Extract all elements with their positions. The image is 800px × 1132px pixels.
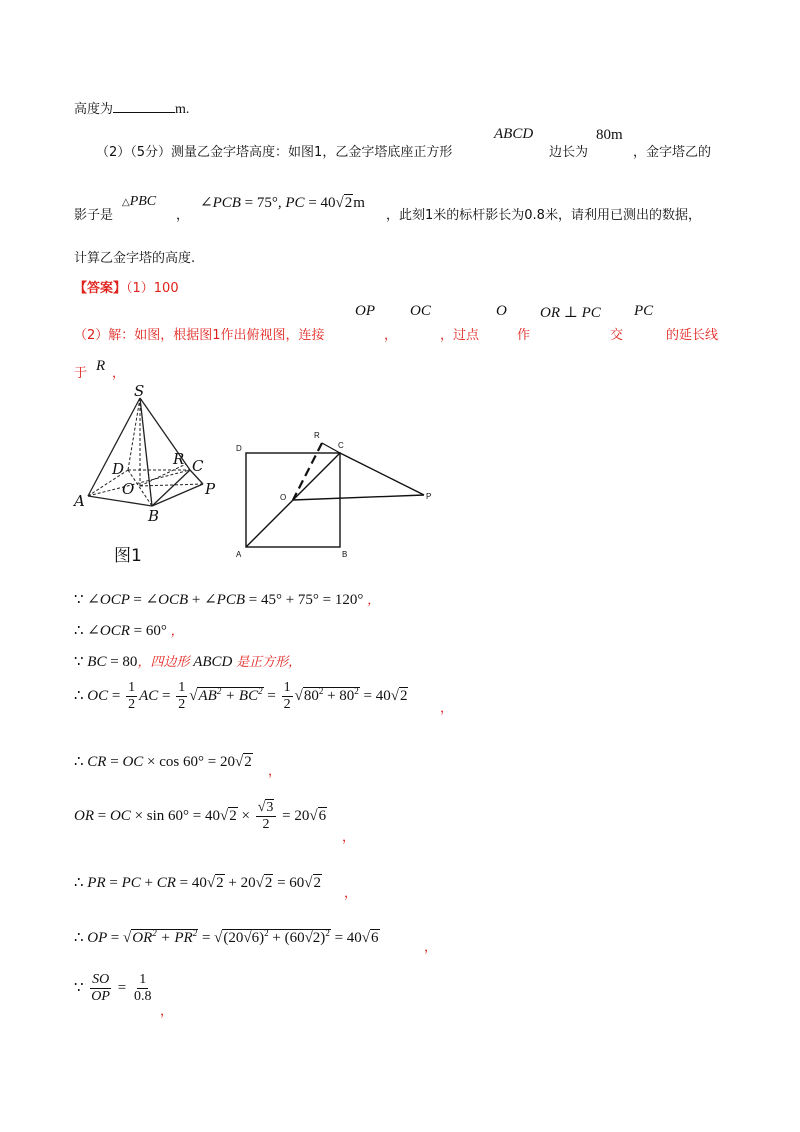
figure-1-caption: 图1 [114, 546, 142, 566]
label-c: C [338, 441, 344, 450]
math-abcd: ABCD [494, 126, 534, 142]
punct: ， [384, 328, 398, 343]
math-op: OP [355, 303, 375, 319]
question-text: ，金字塔乙的 [633, 145, 712, 160]
math-or-perp-pc: OR ⊥ PC [540, 305, 601, 321]
eq-cr: ∴ CR = OC × cos 60° = 20√2 [74, 754, 252, 770]
solution-text: 交 [610, 328, 624, 343]
label-c: C [192, 457, 204, 475]
question-text: 计算乙金字塔的高度. [74, 251, 196, 266]
punct: ， [424, 940, 438, 955]
solution-text: （2）解：如图，根据图1作出俯视图，连接 [74, 328, 325, 343]
question-text: （2）（5分）测量乙金字塔高度：如图1，乙金字塔底座正方形 [96, 145, 453, 160]
punct: ， [268, 764, 282, 779]
punct: ， [160, 1004, 174, 1019]
solution-text: 于 [74, 366, 88, 381]
math-80m: 80m [596, 127, 623, 143]
solution-text: ，过点 [440, 328, 480, 343]
label-d: D [112, 460, 125, 478]
question-text: 影子是 [74, 208, 114, 223]
answer-blank [113, 100, 175, 113]
eq-angle-ocr: ∴ ∠OCR = 60° ， [74, 623, 184, 639]
label-o: O [280, 493, 287, 502]
question-text: 边长为 [549, 145, 589, 160]
label-p: P [426, 492, 432, 501]
unit: m. [175, 102, 190, 117]
eq-bc: ∵ BC = 80，四边形 ABCD 是正方形， [74, 654, 302, 670]
punct: ， [176, 208, 190, 223]
label-s: S [134, 382, 145, 400]
label-o: O [122, 480, 135, 498]
answer-label: 【答案】 [74, 281, 127, 296]
eq-pr: ∴ PR = PC + CR = 40√2 + 20√2 = 60√2 [74, 875, 322, 891]
label-a: A [74, 492, 85, 510]
label-b: B [342, 550, 348, 559]
label-d: D [236, 444, 242, 453]
eq-ratio: ∵ $\frac{SO}{OP}$ = $\frac{1}{0.8}$ [74, 972, 152, 1005]
figure-1-pyramid [70, 382, 230, 522]
math-r: R [96, 358, 106, 374]
eq-oc: ∴ OC = $\frac{1}{2}$ AC = $\frac{1}{2}$ $√AB^2 + BC^2$ = $\frac{1}{2}$ $√80^2 + 80^2 = 40√2$ [74, 680, 408, 713]
math-pc: PC [634, 303, 654, 319]
label-p: P [205, 480, 216, 498]
text: 高度为 [74, 102, 114, 117]
label-r: R [314, 431, 320, 440]
math-triangle-pbc: △PBC [122, 194, 157, 209]
figure-2-top-view [232, 425, 442, 561]
punct: ， [112, 366, 126, 381]
punct: ， [342, 830, 356, 845]
solution-text: 作 [517, 328, 531, 343]
eq-or: OR = OC × sin 60° = 40√2 × $\frac{√3}{2}$ = 20√6 [74, 800, 327, 833]
answer-line [74, 277, 179, 296]
eq-angle-ocp: ∵ ∠OCP = ∠OCB + ∠PCB = 45° + 75° = 120° ， [74, 592, 381, 608]
math-angle-pc: ∠PCB = 75°, PC = 40√2m [200, 195, 365, 211]
punct: ， [440, 701, 454, 716]
punct: ， [344, 886, 358, 901]
question-text: ，此刻1米的标杆影长为0.8米，请利用已测出的数据， [386, 208, 701, 223]
fill-blank-line [74, 98, 189, 118]
label-b: B [148, 507, 160, 522]
math-oc: OC [410, 303, 431, 319]
math-o: O [496, 303, 507, 319]
eq-op: ∴ OP = $√OR^2 + PR^2 = √(20√6)^2 + (60√2)^2 = 40√6$ [74, 928, 379, 946]
answer-part1: （1）100 [126, 281, 179, 296]
solution-text: 的延长线 [666, 328, 719, 343]
label-r: R [173, 450, 185, 468]
label-a: A [236, 550, 242, 559]
